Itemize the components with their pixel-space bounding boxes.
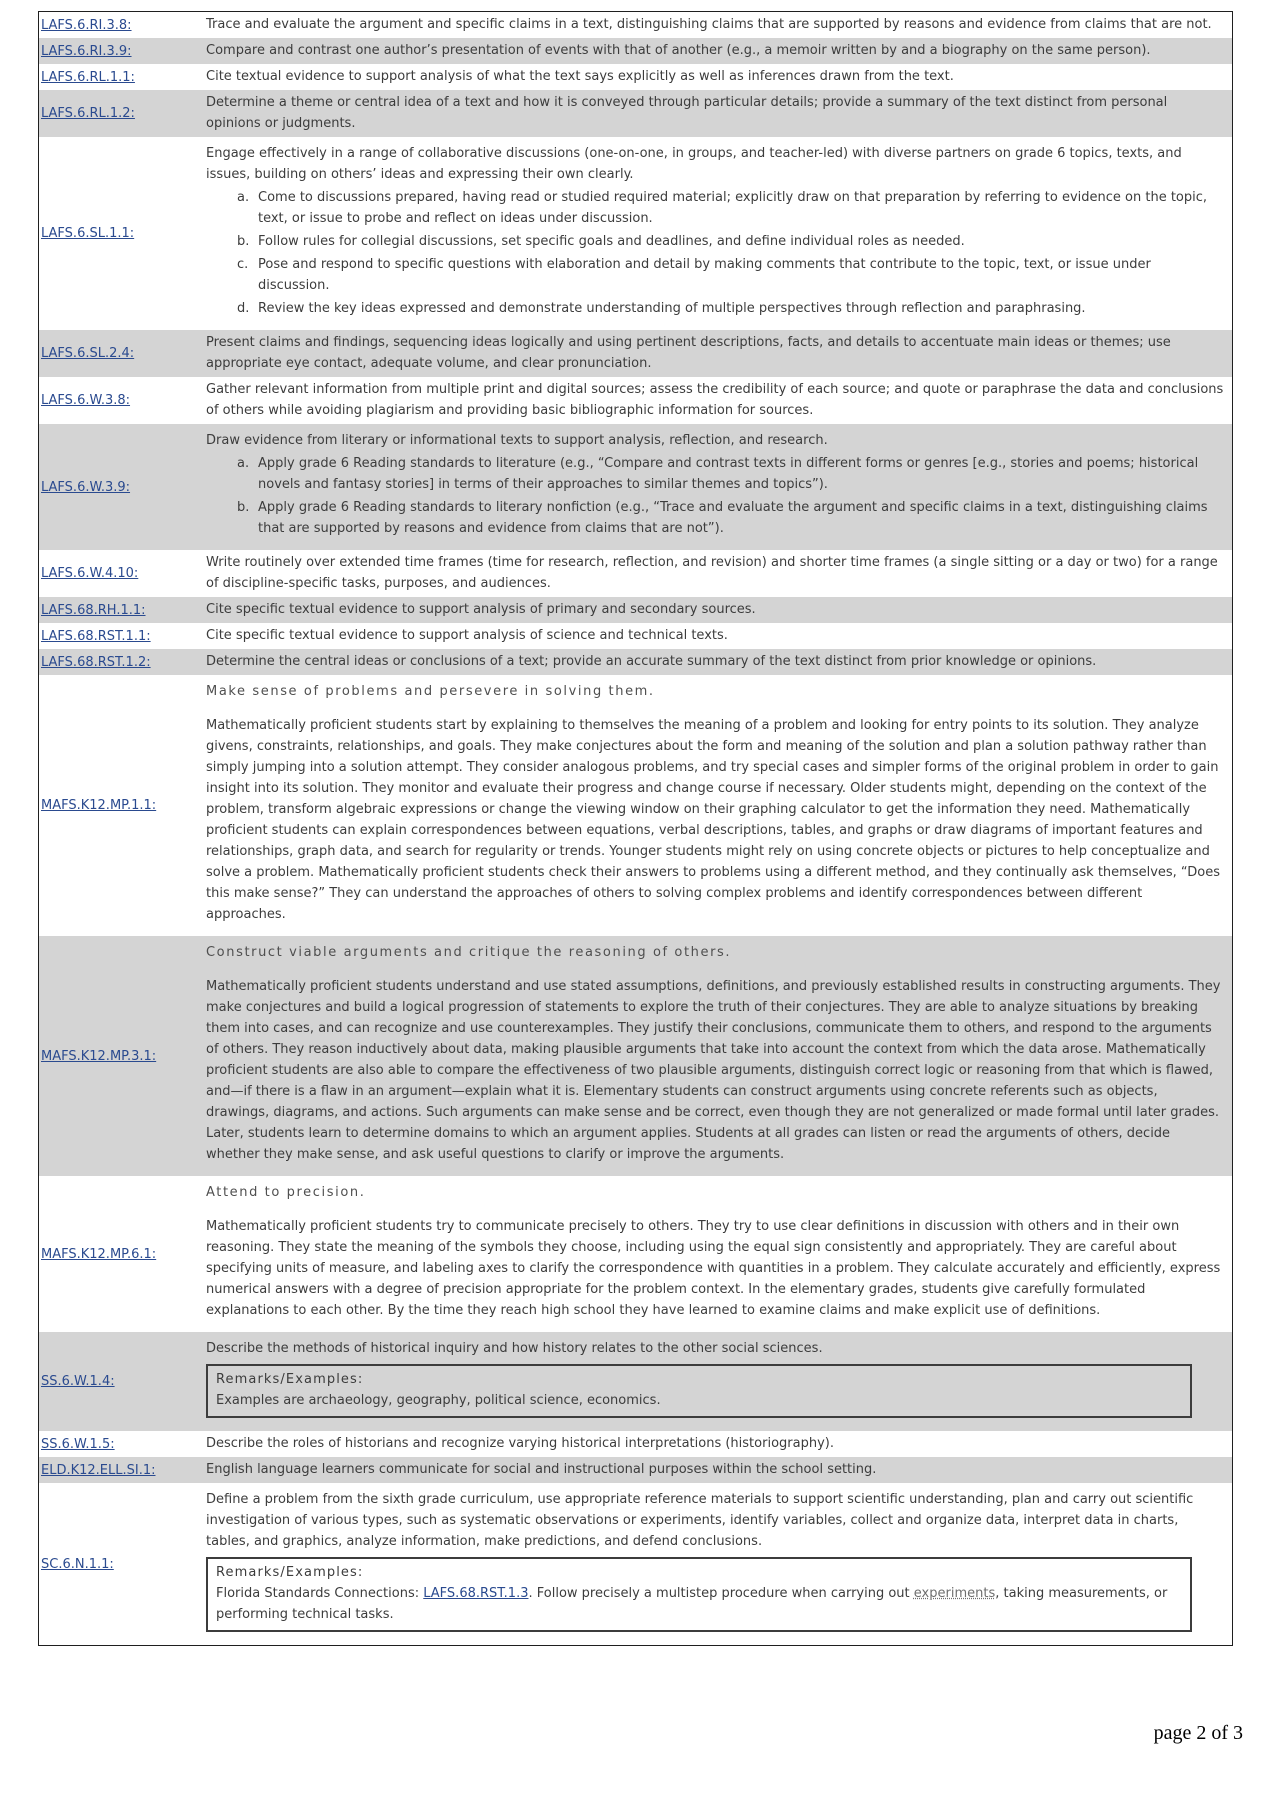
- standard-description-text: Write routinely over extended time frames (time for research, reflection, and revision) and shorter time frames (a single sitting or a day or two) for a range of discipline-specific tasks, purposes, and audiences.: [206, 555, 1218, 591]
- standard-code-cell: [39, 137, 203, 330]
- table-row: [39, 38, 1233, 64]
- standards-table: [38, 11, 1233, 1646]
- standard-description-cell: [202, 330, 1233, 377]
- table-row: [39, 550, 1233, 597]
- standard-code-link[interactable]: SS.6.W.1.4:: [41, 1374, 115, 1389]
- standard-description-cell: [202, 12, 1233, 39]
- table-row: [39, 1457, 1233, 1483]
- standard-description-cell: [202, 1457, 1233, 1483]
- standard-description-cell: [202, 936, 1233, 1176]
- list-item-label: b.: [237, 234, 250, 249]
- standard-description-text: Define a problem from the sixth grade curriculum, use appropriate reference materials to support scientific understanding, plan and carry out scientific investigation of various types, such as systematic observations or experiments, identify variables, collect and organize data, interpret data in charts, tables, and graphics, analyze information, make predictions, and defend conclusions.: [206, 1492, 1194, 1549]
- standard-code-cell: [39, 38, 203, 64]
- standard-description-cell: [202, 137, 1233, 330]
- standard-description-text: Cite textual evidence to support analysis of what the text says explicitly as well as inferences drawn from the text.: [206, 69, 954, 84]
- remarks-text: [216, 1583, 1182, 1625]
- standard-description-cell: [202, 1176, 1233, 1332]
- table-row: [39, 90, 1233, 137]
- sub-items-list: [206, 453, 1224, 539]
- remarks-text-part: Examples are archaeology, geography, political science, economics.: [216, 1393, 661, 1408]
- remarks-title: Remarks/Examples:: [216, 1372, 364, 1387]
- standard-description-cell: [202, 675, 1233, 936]
- inline-standard-link[interactable]: LAFS.68.RST.1.3: [423, 1586, 529, 1601]
- standard-code-link[interactable]: LAFS.6.W.3.9:: [41, 479, 131, 495]
- standard-description-cell: [202, 424, 1233, 550]
- standard-description-cell: [202, 597, 1233, 623]
- list-item: [206, 254, 1224, 296]
- standard-description-cell: [202, 1483, 1233, 1646]
- standard-description-text: Compare and contrast one author’s presentation of events with that of another (e.g., a memoir written by and a biography on the same person).: [206, 43, 1151, 58]
- standard-code-link[interactable]: SS.6.W.1.5:: [41, 1436, 115, 1452]
- list-item-label: b.: [237, 500, 250, 515]
- list-item: [206, 187, 1224, 229]
- standard-code-cell: [39, 12, 203, 39]
- standard-description-cell: [202, 377, 1233, 424]
- standard-code-link[interactable]: LAFS.6.RL.1.2:: [41, 106, 135, 121]
- standard-code-cell: [39, 1457, 203, 1483]
- mp-practice-heading: Attend to precision.: [206, 1185, 366, 1200]
- remarks-box: [206, 1557, 1192, 1632]
- standard-code-cell: [39, 1332, 203, 1431]
- standard-description-cell: [202, 1332, 1233, 1431]
- table-row: [39, 1176, 1233, 1332]
- standard-code-cell: [39, 649, 203, 675]
- standard-description-text: English language learners communicate for social and instructional purposes within the school setting.: [206, 1462, 877, 1477]
- standard-description-text: Mathematically proficient students start by explaining to themselves the meaning of a problem and looking for entry points to its solution. They analyze givens, constraints, relationships, and goals. They make conjectures about the form and meaning of the solution and plan a solution pathway rather than simply jumping into a solution attempt. They consider analogous problems, and try special cases and simpler forms of the original problem in order to gain insight into its solution. They monitor and evaluate their progress and change course if necessary. Older students might, depending on the context of the problem, transform algebraic expressions or change the viewing window on their graphing calculator to get the information they need. Mathematically proficient students can explain correspondences between equations, verbal descriptions, tables, and graphs or draw diagrams of important features and relationships, graph data, and search for regularity or trends. Younger students might rely on using concrete objects or pictures to help conceptualize and solve a problem. Mathematically proficient students check their answers to problems using a different method, and they continually ask themselves, “Does this make sense?” They can understand the approaches of others to solving complex problems and identify correspondences between different approaches.: [206, 718, 1220, 922]
- standard-description-cell: [202, 623, 1233, 649]
- standard-code-link[interactable]: MAFS.K12.MP.1.1:: [41, 798, 157, 813]
- standard-code-link[interactable]: LAFS.6.SL.1.1:: [41, 226, 135, 241]
- list-item-text: Come to discussions prepared, having read or studied required material; explicitly draw on that preparation by referring to evidence on the topic, text, or issue to probe and reflect on ideas under discussion.: [258, 190, 1208, 226]
- standard-description-text: Present claims and findings, sequencing ideas logically and using pertinent descriptions, facts, and details to accentuate main ideas or themes; use appropriate eye contact, adequate volume, and clear pronunciation.: [206, 335, 1171, 371]
- list-item-label: a.: [237, 456, 250, 471]
- standard-code-link[interactable]: MAFS.K12.MP.3.1:: [41, 1048, 157, 1064]
- standard-description-cell: [202, 550, 1233, 597]
- standard-description-text: Engage effectively in a range of collaborative discussions (one-on-one, in groups, and teacher-led) with diverse partners on grade 6 topics, texts, and issues, building on others’ ideas and expressing their own clearly.: [206, 146, 1182, 182]
- standard-code-cell: [39, 1483, 203, 1646]
- table-row: [39, 675, 1233, 936]
- table-row: [39, 137, 1233, 330]
- standard-description-text: Draw evidence from literary or informational texts to support analysis, reflection, and research.: [206, 433, 828, 448]
- list-item-label: c.: [237, 257, 249, 272]
- list-item-label: d.: [237, 301, 250, 316]
- standard-code-cell: [39, 550, 203, 597]
- standards-rows: [39, 12, 1233, 1646]
- standard-description-text: Gather relevant information from multiple print and digital sources; assess the credibility of each source; and quote or paraphrase the data and conclusions of others while avoiding plagiarism and providing basic bibliographic information for sources.: [206, 382, 1224, 418]
- table-row: [39, 377, 1233, 424]
- table-row: [39, 1332, 1233, 1431]
- table-row: [39, 424, 1233, 550]
- list-item-label: a.: [237, 190, 250, 205]
- standard-code-cell: [39, 90, 203, 137]
- standard-description-text: Determine the central ideas or conclusions of a text; provide an accurate summary of the text distinct from prior knowledge or opinions.: [206, 654, 1097, 669]
- standard-code-cell: [39, 64, 203, 90]
- glossary-term-link[interactable]: experiments: [913, 1586, 996, 1601]
- standard-description-text: Describe the roles of historians and recognize varying historical interpretations (historiography).: [206, 1436, 834, 1451]
- standard-code-link[interactable]: ELD.K12.ELL.SI.1:: [41, 1462, 156, 1478]
- standard-code-link[interactable]: LAFS.6.RL.1.1:: [41, 69, 135, 85]
- mp-practice-heading: Construct viable arguments and critique the reasoning of others.: [206, 945, 732, 960]
- table-row: [39, 597, 1233, 623]
- standard-code-cell: [39, 1431, 203, 1457]
- standard-code-cell: [39, 675, 203, 936]
- standard-code-cell: [39, 377, 203, 424]
- remarks-text-part: . Follow precisely a multistep procedure when carrying out: [528, 1586, 914, 1601]
- standard-description-cell: [202, 38, 1233, 64]
- list-item-text: Follow rules for collegial discussions, set specific goals and deadlines, and define individual roles as needed.: [258, 234, 965, 249]
- standard-code-link[interactable]: LAFS.68.RH.1.1:: [41, 602, 146, 618]
- standard-code-link[interactable]: LAFS.68.RST.1.2:: [41, 654, 151, 670]
- standard-code-link[interactable]: LAFS.6.W.4.10:: [41, 566, 139, 581]
- standard-description-text: Mathematically proficient students understand and use stated assumptions, definitions, and previously established results in constructing arguments. They make conjectures and build a logical progression of statements to explore the truth of their conjectures. They are able to analyze situations by breaking them into cases, and can recognize and use counterexamples. They justify their conclusions, communicate them to others, and respond to the arguments of others. They reason inductively about data, making plausible arguments that take into account the context from which the data arose. Mathematically proficient students are also able to compare the effectiveness of two plausible arguments, distinguish correct logic or reasoning from that which is flawed, and—if there is a flaw in an argument—explain what it is. Elementary students can construct arguments using concrete referents such as objects, drawings, diagrams, and actions. Such arguments can make sense and be correct, even though they are not generalized or made formal until later grades. Later, students learn to determine domains to which an argument applies. Students at all grades can listen or read the arguments of others, decide whether they make sense, and ask useful questions to clarify or improve the arguments.: [206, 979, 1221, 1162]
- standard-code-link[interactable]: LAFS.6.RI.3.8:: [41, 17, 132, 33]
- remarks-title: Remarks/Examples:: [216, 1565, 364, 1580]
- table-row: [39, 623, 1233, 649]
- standard-description-cell: [202, 64, 1233, 90]
- table-row: [39, 1431, 1233, 1457]
- list-item-text: Pose and respond to specific questions with elaboration and detail by making comments that contribute to the topic, text, or issue under discussion.: [258, 257, 1151, 293]
- list-item: [206, 298, 1224, 319]
- standard-code-cell: [39, 330, 203, 377]
- standard-code-link[interactable]: SC.6.N.1.1:: [41, 1556, 114, 1572]
- standard-code-link[interactable]: LAFS.68.RST.1.1:: [41, 628, 151, 644]
- standard-code-cell: [39, 597, 203, 623]
- standard-description-text: Describe the methods of historical inquiry and how history relates to the other social sciences.: [206, 1341, 823, 1356]
- standard-code-link[interactable]: MAFS.K12.MP.6.1:: [41, 1246, 157, 1262]
- standard-code-cell: [39, 1176, 203, 1332]
- page-footer: page 2 of 3: [1153, 1722, 1243, 1744]
- remarks-text-part: , taking measurements, or performing technical tasks.: [216, 1586, 1168, 1622]
- list-item: [206, 231, 1224, 252]
- mp-practice-heading: Make sense of problems and persevere in solving them.: [206, 684, 655, 699]
- table-row: [39, 1483, 1233, 1646]
- remarks-text-part: Florida Standards Connections:: [216, 1586, 424, 1601]
- table-row: [39, 64, 1233, 90]
- standard-code-cell: [39, 623, 203, 649]
- standard-code-link[interactable]: LAFS.6.SL.2.4:: [41, 346, 135, 361]
- list-item: [206, 453, 1224, 495]
- sub-items-list: [206, 187, 1224, 319]
- standard-description-text: Determine a theme or central idea of a text and how it is conveyed through particular details; provide a summary of the text distinct from personal opinions or judgments.: [206, 95, 1168, 131]
- standard-code-link[interactable]: LAFS.6.RI.3.9:: [41, 43, 132, 59]
- standard-description-text: Mathematically proficient students try to communicate precisely to others. They try to use clear definitions in discussion with others and in their own reasoning. They state the meaning of the symbols they choose, including using the equal sign consistently and appropriately. They are careful about specifying units of measure, and labeling axes to clarify the correspondence with quantities in a problem. They calculate accurately and efficiently, express numerical answers with a degree of precision appropriate for the problem context. In the elementary grades, students give carefully formulated explanations to each other. By the time they reach high school they have learned to examine claims and make explicit use of definitions.: [206, 1219, 1221, 1318]
- standard-description-cell: [202, 1431, 1233, 1457]
- remarks-text: [216, 1390, 1182, 1411]
- table-row: [39, 330, 1233, 377]
- list-item: [206, 497, 1224, 539]
- list-item-text: Apply grade 6 Reading standards to literary nonfiction (e.g., “Trace and evaluate the argument and specific claims in a text, distinguishing claims that are supported by reasons and evidence from claims that are not”).: [258, 500, 1208, 536]
- standard-description-text: Cite specific textual evidence to support analysis of primary and secondary sources.: [206, 602, 756, 617]
- standard-code-cell: [39, 424, 203, 550]
- standard-description-cell: [202, 649, 1233, 675]
- standard-description-text: Cite specific textual evidence to support analysis of science and technical texts.: [206, 628, 728, 643]
- remarks-box: [206, 1364, 1192, 1418]
- table-row: [39, 936, 1233, 1176]
- table-row: [39, 12, 1233, 39]
- list-item-text: Apply grade 6 Reading standards to literature (e.g., “Compare and contrast texts in different forms or genres [e.g., stories and poems; historical novels and fantasy stories] in terms of their approaches to similar themes and topics”).: [258, 456, 1199, 492]
- standard-description-text: Trace and evaluate the argument and specific claims in a text, distinguishing claims that are supported by reasons and evidence from claims that are not.: [206, 17, 1212, 32]
- standard-code-link[interactable]: LAFS.6.W.3.8:: [41, 393, 131, 408]
- standard-description-cell: [202, 90, 1233, 137]
- table-row: [39, 649, 1233, 675]
- standard-code-cell: [39, 936, 203, 1176]
- list-item-text: Review the key ideas expressed and demonstrate understanding of multiple perspectives through reflection and paraphrasing.: [258, 301, 1086, 316]
